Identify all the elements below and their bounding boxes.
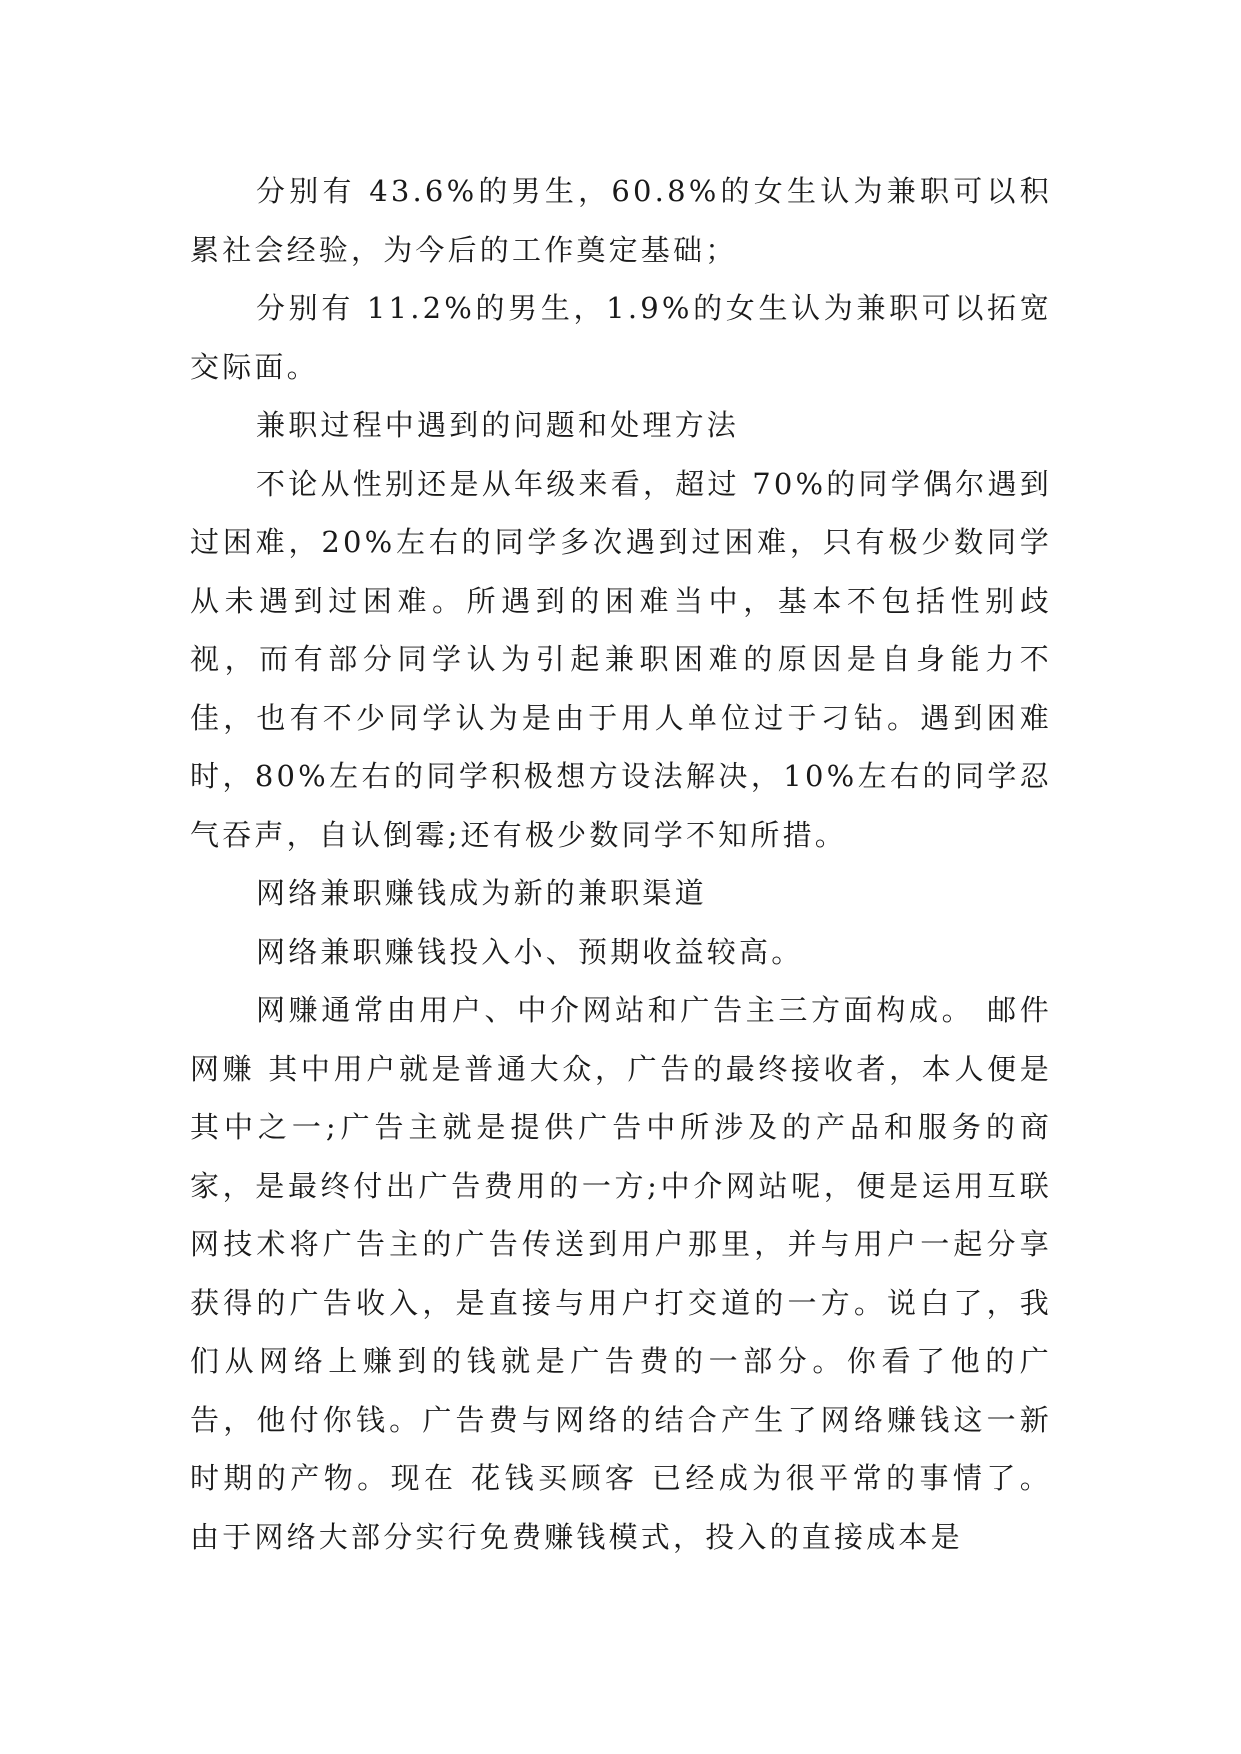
section-heading-problems: 兼职过程中遇到的问题和处理方法 — [256, 408, 740, 442]
document-body — [190, 162, 1052, 1566]
paragraph-online-earning-model: 网赚通常由用户、中介网站和广告主三方面构成。 邮件网赚 其中用户就是普通大众，广告的最终接收者，本人便是其中之一;广告主就是提供广告中所涉及的产品和服务的商家，是最终付出广告费用的一方;中介网站呢，便是运用互联网技术将广告主的广告传送到用户那里，并与用户一起分享获得的广告收入，是直接与用户打交道的一方。说白了，我们从网络上赚到的钱就是广告费的一部分。你看了他的广告，他付你钱。广告费与网络的结合产生了网络赚钱这一新时期的产物。现在 花钱买顾客 已经成为很平常的事情了。由于网络大部分实行免费赚钱模式，投入的直接成本是 — [190, 993, 1052, 1554]
paragraph-difficulties: 不论从性别还是从年级来看，超过 70%的同学偶尔遇到过困难，20%左右的同学多次遇到过困难，只有极少数同学从未遇到过困难。所遇到的困难当中，基本不包括性别歧视，而有部分同学认为引起兼职困难的原因是自身能力不佳，也有不少同学认为是由于用人单位过于刁钻。遇到困难时，80%左右的同学积极想方设法解决，10%左右的同学忍气吞声，自认倒霉;还有极少数同学不知所措。 — [190, 466, 1052, 852]
paragraph-social-experience: 分别有 43.6%的男生，60.8%的女生认为兼职可以积累社会经验，为今后的工作奠定基础； — [190, 174, 1052, 267]
paragraph-social-circle: 分别有 11.2%的男生，1.9%的女生认为兼职可以拓宽交际面。 — [190, 291, 1052, 384]
paragraph-online-investment: 网络兼职赚钱投入小、预期收益较高。 — [256, 934, 804, 969]
section-heading-online-parttime: 网络兼职赚钱成为新的兼职渠道 — [256, 876, 707, 910]
